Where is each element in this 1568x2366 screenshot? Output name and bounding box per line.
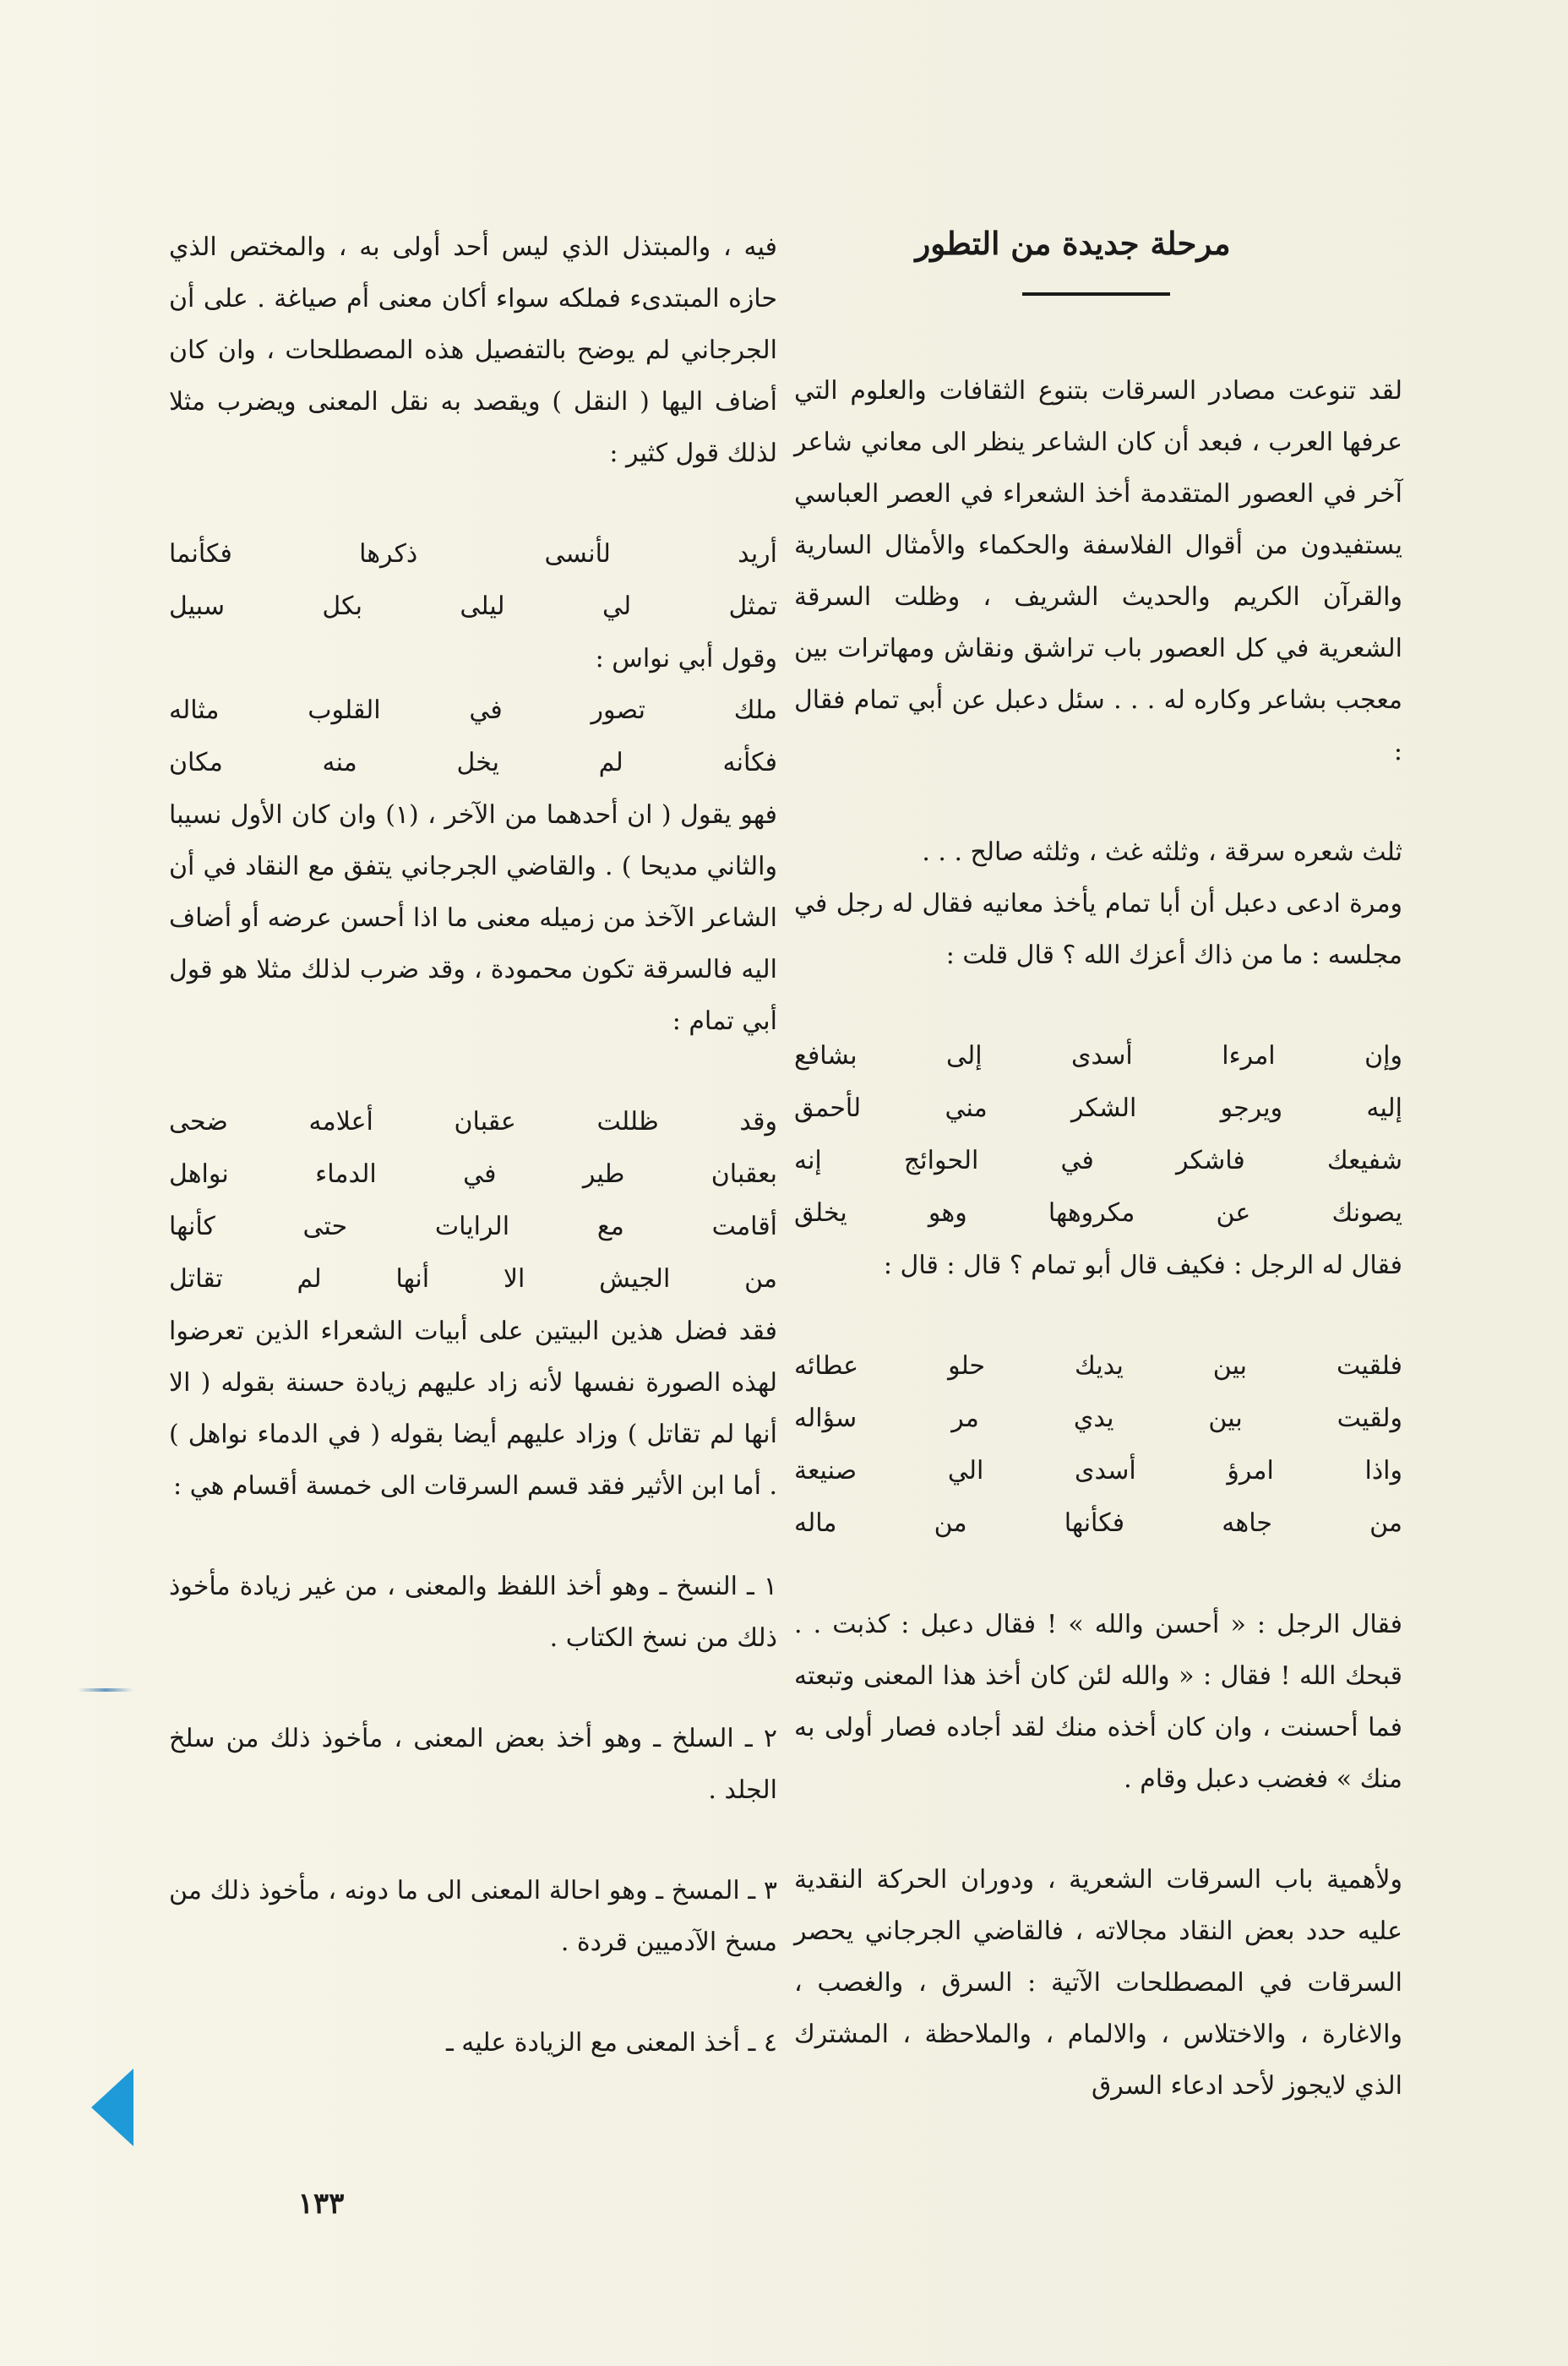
verse-line: بعقبان طير في الدماء نواهل (169, 1159, 777, 1189)
verse-line: أريد لأنسى ذكرها فكأنما (169, 539, 777, 569)
ink-speck (78, 1688, 133, 1692)
right-column (794, 365, 1402, 2112)
list-item: ٢ ـ السلخ ـ وهو أخذ بعض المعنى ، مأخوذ ذلك من سلخ الجلد . (169, 1724, 777, 1805)
list-item: ٤ ـ أخذ المعنى مع الزيادة عليه ـ (445, 2028, 777, 2058)
verse-line: يصونك عن مكروهها وهو يخلق (794, 1198, 1402, 1228)
verse-line: فلقيت بين يديك حلو عطائه (794, 1351, 1402, 1381)
verse-line: واذا امرؤ أسدى الي صنيعة (794, 1456, 1402, 1486)
right-intro-paragraph: لقد تنوعت مصادر السرقات بتنوع الثقافات والعلوم التي عرفها العرب ، فبعد أن كان الشاعر ينظر الى معاني شاعر آخر في العصور المتقدمة أخذ الشعراء في العصر العباسي يستفيدون من أقوال الفلاسفة والحكماء والأمثال السارية والقرآن الكريم والحديث الشريف ، وظلت السرقة الشعرية في كل العصور باب تراشق ونقاش ومهاترات بين معجب بشاعر وكاره له . . . سئل دعبل عن أبي تمام فقال : (794, 376, 1402, 766)
left-paragraph-3: فهو يقول ( ان أحدهما من الآخر ، (١) وان كان الأول نسيبا والثاني مديحا ) . والقاضي الجرجاني يتفق مع النقاد في أن الشاعر الآخذ من زميله معنى ما اذا أحسن عرضه أو أضاف اليه فالسرقة تكون محمودة ، وقد ضرب لذلك مثلا هو قول أبي تمام : (169, 800, 777, 1036)
right-quote-dibil: ثلث شعره سرقة ، وثلثه غث ، وثلثه صالح . . . (922, 837, 1402, 867)
verse-line: شفيعك فاشكر في الحوائج إنه (794, 1146, 1402, 1175)
section-title: مرحلة جديدة من التطور (915, 225, 1231, 262)
left-verse-abu-tammam (169, 1096, 777, 1306)
list-item: ١ ـ النسخ ـ وهو أخذ اللفظ والمعنى ، من غير زيادة مأخوذ ذلك من نسخ الكتاب . (169, 1572, 777, 1653)
page-tab-marker-icon (91, 2069, 133, 2146)
verse-line: وقد ظللت عقبان أعلامه ضحى (169, 1107, 777, 1137)
title-underline (1022, 292, 1170, 296)
left-column (169, 221, 777, 2069)
right-paragraph-5: ولأهمية باب السرقات الشعرية ، ودوران الحركة النقدية عليه حدد بعض النقاد مجالاته ، فالقاضي الجرجاني يحصر السرقات في المصطلحات الآتية : السرق ، والغصب ، والاغارة ، والاختلاس ، والالمام ، والملاحظة ، المشترك الذي لايجوز لأحد ادعاء السرق (794, 1865, 1402, 2101)
verse-line: ملك تصور في القلوب مثاله (169, 695, 777, 725)
right-paragraph-3: فقال له الرجل : فكيف قال أبو تمام ؟ قال : قال : (883, 1251, 1402, 1280)
verse-line: تمثل لي ليلى بكل سبيل (169, 592, 777, 621)
verse-line: وإن امرءا أسدى إلى بشافع (794, 1041, 1402, 1071)
verse-line: ولقيت بين يدي مر سؤاله (794, 1404, 1402, 1433)
left-paragraph-2: وقول أبي نواس : (595, 644, 777, 673)
left-verse-kuthayyir (169, 528, 777, 633)
left-verse-abu-nuwas (169, 684, 777, 789)
left-paragraph-1: فيه ، والمبتذل الذي ليس أحد أولى به ، والمختص الذي حازه المبتدىء فملكه سواء أكان معنى أم صياغة . على أن الجرجاني لم يوضح بالتفصيل هذه المصطلحات ، وان كان أضاف اليها ( النقل ) ويقصد به نقل المعنى ويضرب مثلا لذلك قول كثير : (169, 232, 777, 468)
verse-line: إليه ويرجو الشكر مني لأحمق (794, 1093, 1402, 1123)
verse-line: من جاهه فكأنها من ماله (794, 1508, 1402, 1538)
right-verse-dibil (794, 1030, 1402, 1240)
page-number: ١٣٣ (297, 2187, 345, 2221)
right-paragraph-2: ومرة ادعى دعبل أن أبا تمام يأخذ معانيه فقال له رجل في مجلسه : ما من ذاك أعزك الله ؟ قال قلت : (794, 889, 1402, 970)
right-verse-abu-tammam (794, 1340, 1402, 1550)
left-paragraph-4: فقد فضل هذين البيتين على أبيات الشعراء الذين تعرضوا لهذه الصورة نفسها لأنه زاد عليهم زيادة حسنة بقوله ( الا أنها لم تقاتل ) وزاد عليهم أيضا بقوله ( في الدماء نواهل ) . أما ابن الأثير فقد قسم السرقات الى خمسة أقسام هي : (169, 1317, 777, 1501)
list-item: ٣ ـ المسخ ـ وهو احالة المعنى الى ما دونه ، مأخوذ ذلك من مسخ الآدميين قردة . (169, 1876, 777, 1957)
verse-line: فكأنه لم يخل منه مكان (169, 748, 777, 777)
verse-line: أقامت مع الرايات حتى كأنها (169, 1212, 777, 1241)
right-paragraph-4: فقال الرجل : « أحسن والله » ! فقال دعبل : كذبت . . قبحك الله ! فقال : « والله لئن كان أخذ هذا المعنى وتبعته فما أحسنت ، وان كان أخذه منك لقد أجاده فصار أولى به منك » فغضب دعبل وقام . (794, 1610, 1402, 1794)
verse-line: من الجيش الا أنها لم تقاتل (169, 1264, 777, 1294)
